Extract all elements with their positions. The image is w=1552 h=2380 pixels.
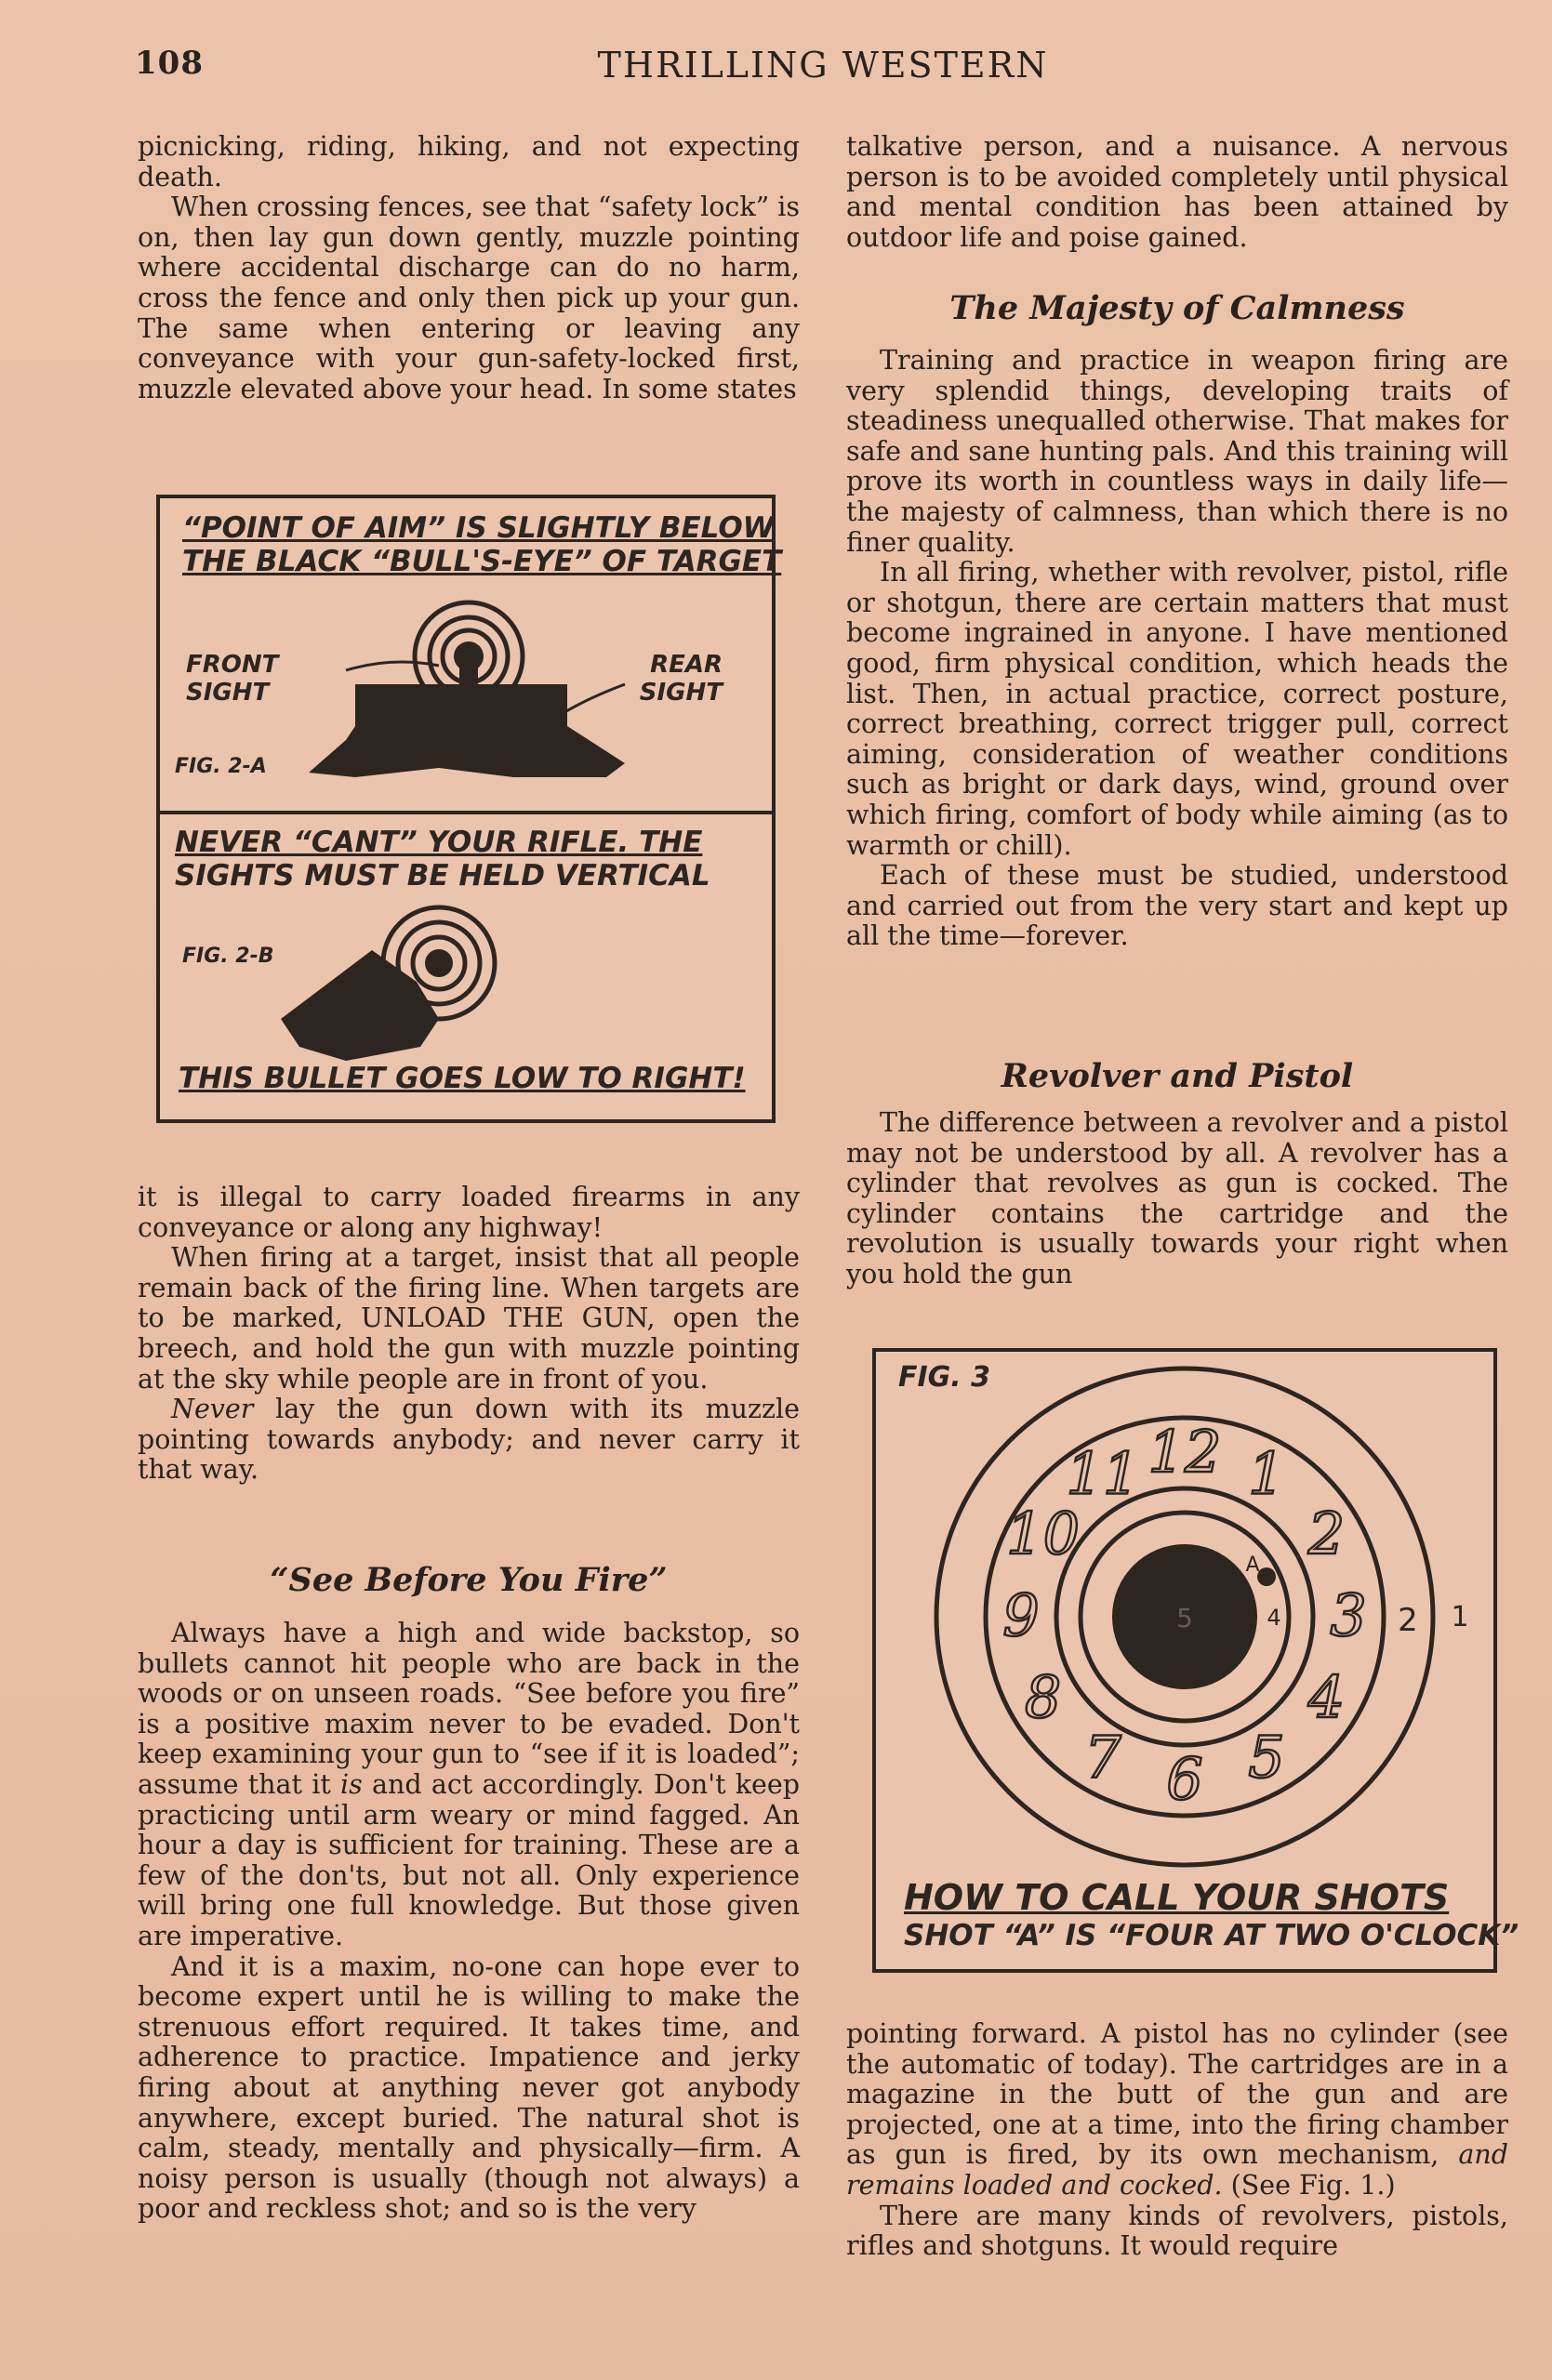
fig2a-caption-2: THE BLACK “BULL'S-EYE” OF TARGET — [182, 545, 782, 578]
emphasis-never: Never — [171, 1394, 254, 1425]
heading-text: Revolver and Pistol — [1001, 1057, 1354, 1095]
paragraph: There are many kinds of revolvers, pistols, rifles and shotguns. It would require — [846, 2200, 1508, 2262]
front-sight-label: FRONT SIGHT — [186, 651, 279, 707]
clock-number: 8 — [1024, 1663, 1062, 1731]
paragraph: picnicking, riding, hiking, and not expecting death. — [138, 131, 800, 192]
section-heading-revolver — [846, 1058, 1508, 1095]
paragraph: Training and practice in weapon firing are very splendid things, developing traits of steadiness unequalled otherwise. That makes for safe and sane hunting pals. And this training will prove its worth in countless ways in daily life—the majesty of calmness, than which there is no finer quality. — [846, 345, 1508, 558]
paragraph — [138, 1395, 800, 1486]
clock-number: 1 — [1248, 1439, 1285, 1508]
left-column-bottom — [138, 1619, 800, 2225]
right-column-mid — [846, 346, 1508, 952]
clock-number: 10 — [1006, 1500, 1081, 1567]
fig3-caption-2: SHOT “A” IS “FOUR AT TWO O'CLOCK” — [904, 1919, 1519, 1952]
paragraph-text: and act accordingly. Don't keep practicing until arm weary or mind fagged. An hour a day is sufficient for training. These are a few of the don'ts, but not all. Only experience will bring one full knowledge. But those given are imperative. — [138, 1768, 801, 1951]
left-column-mid — [138, 1183, 800, 1486]
clock-number: 9 — [1002, 1581, 1040, 1649]
paragraph: In all firing, whether with revolver, pistol, rifle or shotgun, there are certain matters that must become ingrained in anyone. I have mentioned good, firm physical condition, which heads the list. Then, in actual practice, correct posture, correct breathing, correct trigger pull, correct aiming, consideration of weather conditions such as bright or dark days, wind, ground over which firing, comfort of body while aiming (as to warmth or chill). — [846, 557, 1508, 861]
bull-score: 5 — [1176, 1603, 1193, 1633]
page-header — [135, 45, 1511, 91]
clock-number: 11 — [1066, 1439, 1140, 1508]
fig2b-caption-1: NEVER “CANT” YOUR RIFLE. THE — [175, 826, 703, 859]
clock-number: 12 — [1147, 1418, 1222, 1486]
section-heading-majesty — [846, 290, 1508, 327]
emphasis-remains-loaded: and remains loaded and cocked. — [846, 2139, 1508, 2201]
right-column-revolver — [846, 1108, 1508, 1290]
paragraph: talkative person, and a nuisance. A nervous person is to be avoided completely until physical and mental condition has been attained by outdoor life and poise gained. — [846, 131, 1508, 253]
heading-text: “See Before You Fire” — [270, 1561, 668, 1599]
heading-text: The Majesty of Calmness — [949, 289, 1405, 327]
left-column-top — [138, 132, 800, 404]
rear-sight-label: REAR SIGHT — [639, 651, 723, 707]
paragraph-text: pointing forward. A pistol has no cylinder (see the automatic of today). The cartridges are in a magazine in the butt of the gun and are projected, one at a time, into the firing chamber as gun is fired, by its own mechanism, — [846, 2018, 1508, 2171]
fig3-label: FIG. 3 — [898, 1361, 990, 1394]
paragraph: The difference between a revolver and a pistol may not be understood by all. A revolver has a cylinder that revolves as gun is cocked. The cylinder contains the cartridge and the revolution is usually towards your right when you hold the gun — [846, 1107, 1508, 1289]
clock-number: 5 — [1248, 1723, 1285, 1792]
paragraph-text: lay the gun down with its muzzle pointing towards anybody; and never carry it that way. — [138, 1394, 800, 1486]
right-column-top — [846, 132, 1508, 253]
paragraph: When crossing fences, see that “safety lock” is on, then lay gun down gently, muzzle pointing where accidental discharge can do no harm, cross the fence and only then pick up your gun. The same when entering or leaving any conveyance with your gun-safety-locked first, muzzle elevated above your head. In some states — [138, 192, 800, 404]
running-title: THRILLING WESTERN — [597, 45, 1049, 86]
clock-number: 3 — [1330, 1581, 1367, 1649]
paragraph: Each of these must be studied, understood and carried out from the very start and kept up all the time—forever. — [846, 860, 1508, 952]
figure-2 — [156, 495, 782, 1123]
clock-number: 4 — [1307, 1663, 1346, 1731]
page-number: 108 — [135, 45, 204, 82]
fig2b-caption-2: SIGHTS MUST BE HELD VERTICAL — [175, 859, 710, 892]
paragraph-text: (See Fig. 1.) — [1230, 2169, 1396, 2201]
emphasis-is: is — [340, 1768, 363, 1800]
paragraph-text: Always have a high and wide backstop, so bullets cannot hit people who are back in the woods or on unseen roads. “See before you fire” is a positive maxim never to be evaded. Don't keep examining your gun to “see if it is loaded”; assume that it — [138, 1618, 800, 1800]
paragraph: When firing at a target, insist that all people remain back of the firing line. When targets are to be marked, UNLOAD THE GUN, open the breech, and hold the gun with muzzle pointing at the sky while people are in front of you. — [138, 1242, 800, 1395]
paragraph — [846, 2019, 1508, 2202]
clock-number: 2 — [1307, 1500, 1346, 1567]
paragraph: it is illegal to carry loaded firearms in any conveyance or along any highway! — [138, 1182, 800, 1243]
paragraph: And it is a maxim, no-one can hope ever to become expert until he is willing to make the strenuous effort required. It takes time, and adherence to practice. Impatience and jerky firing about at anything never got anybody anywhere, except buried. The natural shot is calm, steady, mentally and physically—firm. A noisy person is usually (though not always) a poor and reckless shot; and so is the very — [138, 1950, 800, 2225]
shot-a-mark — [1257, 1567, 1276, 1586]
fig2b-label: FIG. 2-B — [182, 945, 274, 968]
fig2a-label: FIG. 2-A — [175, 755, 267, 778]
paragraph — [138, 1619, 800, 1952]
ring-score-2: 2 — [1398, 1602, 1418, 1639]
right-column-bottom — [846, 2019, 1508, 2262]
shot-a-label: A — [1245, 1554, 1260, 1577]
figure-2-illustration — [160, 498, 772, 1119]
fig2a-caption-1: “POINT OF AIM” IS SLIGHTLY BELOW — [182, 511, 775, 545]
fig2b-footer: THIS BULLET GOES LOW TO RIGHT! — [179, 1062, 746, 1095]
figure-3 — [872, 1348, 1519, 1973]
inner-score-4: 4 — [1267, 1605, 1281, 1631]
fig3-caption-1: HOW TO CALL YOUR SHOTS — [904, 1877, 1450, 1918]
rifle-silhouette-2a — [309, 684, 625, 777]
ring-score-1: 1 — [1451, 1601, 1469, 1633]
section-heading-see-before-you-fire — [138, 1562, 800, 1599]
clock-number: 7 — [1084, 1723, 1121, 1792]
clock-number: 6 — [1166, 1745, 1203, 1813]
